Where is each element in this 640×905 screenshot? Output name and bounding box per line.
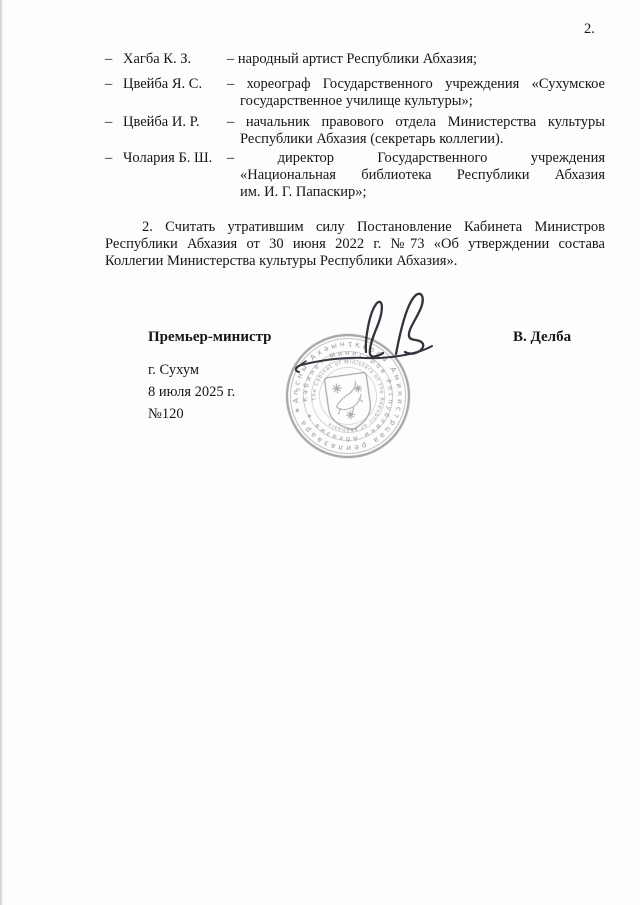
member-description bbox=[227, 114, 605, 148]
member-description bbox=[227, 76, 605, 110]
paragraph-line: Республики Абхазия от 30 июня 2022 г. №73 «Об утверждении состава bbox=[105, 236, 605, 252]
list-item bbox=[105, 114, 605, 148]
board-member-list bbox=[105, 51, 605, 201]
stamp-middle-ring-text: Кабинет Министров Республики Абхазия ✶ bbox=[300, 348, 396, 444]
description-line: – директор Государственного учреждения bbox=[227, 150, 605, 166]
description-line: им. И. Г. Папаскир»; bbox=[240, 184, 367, 200]
description-line: «Национальная библиотека Республики Абхазия bbox=[240, 167, 605, 183]
list-dash: – bbox=[105, 76, 113, 92]
list-item bbox=[105, 76, 605, 110]
paragraph-line: Коллегии Министерства культуры Республики Абхазия». bbox=[105, 253, 458, 269]
premier-title-label: Премьер-министр bbox=[148, 329, 272, 345]
handwritten-signature bbox=[280, 288, 450, 383]
document-place: г. Сухум bbox=[148, 362, 200, 378]
clause-paragraph bbox=[105, 219, 605, 270]
list-dash: – bbox=[105, 150, 113, 166]
member-description bbox=[227, 150, 605, 201]
stamp-outer-ring-text: Аҧсны Ахәынҭқарра Аминистрцәа реилазаара ✶ bbox=[290, 338, 406, 454]
signature-tail-stroke bbox=[296, 346, 432, 372]
description-line: – хореограф Государственного учреждения «Сухумское bbox=[227, 76, 605, 92]
member-name bbox=[105, 114, 227, 148]
horseman-emblem bbox=[333, 380, 364, 415]
eight-point-star-icon bbox=[331, 383, 342, 394]
stamp-inner-ring-text: The Cabinet of Ministers of the Republic of Abkhazia bbox=[311, 359, 385, 433]
member-name-text: Цвейба Я. С. bbox=[123, 76, 203, 92]
member-description bbox=[227, 51, 605, 68]
description-line: государственное училище культуры»; bbox=[240, 93, 473, 109]
page-number: 2. bbox=[584, 21, 595, 37]
description-line: – народный артист Республики Абхазия; bbox=[227, 51, 478, 67]
document-date: 8 июля 2025 г. bbox=[148, 384, 236, 400]
description-line: Республики Абхазия (секретарь коллегии). bbox=[240, 131, 504, 147]
list-dash: – bbox=[105, 114, 113, 130]
member-name bbox=[105, 150, 227, 201]
paragraph-line: 2. Считать утратившим силу Постановление Кабинета Министров bbox=[142, 219, 605, 235]
member-name-text: Хагба К. З. bbox=[123, 51, 192, 67]
member-name-text: Чолария Б. Ш. bbox=[123, 150, 213, 166]
member-name-text: Цвейба И. Р. bbox=[123, 114, 200, 130]
signature-stroke bbox=[396, 294, 423, 354]
list-item bbox=[105, 150, 605, 201]
list-item bbox=[105, 51, 605, 68]
signature-stroke bbox=[366, 302, 383, 357]
description-line: – начальник правового отдела Министерства культуры bbox=[227, 114, 605, 130]
list-dash: – bbox=[105, 51, 113, 67]
eight-point-star-icon bbox=[346, 410, 356, 420]
member-name bbox=[105, 76, 227, 110]
premier-name-label: В. Делба bbox=[513, 329, 572, 345]
document-number: №120 bbox=[148, 406, 184, 422]
member-name bbox=[105, 51, 227, 68]
